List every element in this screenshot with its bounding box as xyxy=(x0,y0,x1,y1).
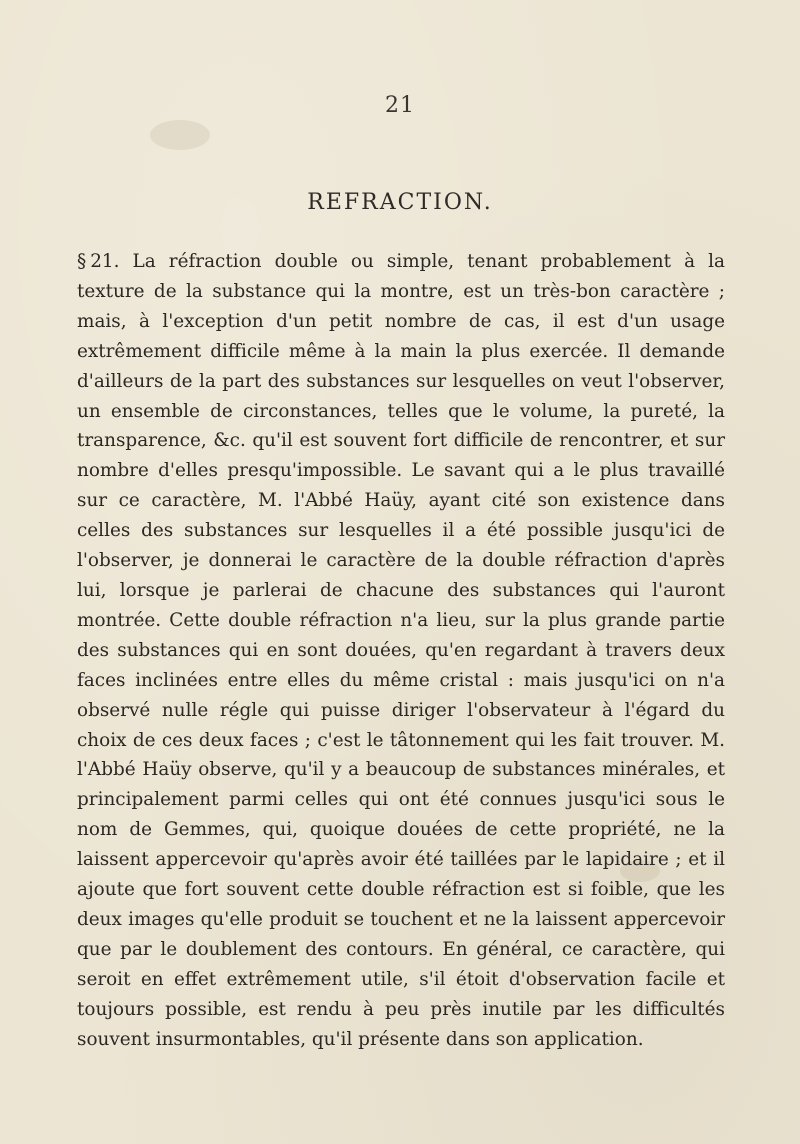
section-symbol: § xyxy=(77,251,87,272)
paper-stain xyxy=(150,120,210,150)
paragraph xyxy=(77,247,725,1054)
page-number: 21 xyxy=(385,93,415,118)
body-text xyxy=(77,247,725,1054)
section-title: REFRACTION. xyxy=(307,190,493,215)
paragraph-text: La réfraction double ou simple, tenant probablement à la texture de la substance qui la montre, est un très-bon caractère ; mais, à l'exception d'un petit nombre de cas, il est d'un usage extrêmement difficile même à la main la plus exercée. Il demande d'ailleurs de la part des substances sur lesquelles on veut l'observer, un ensemble de circonstances, telles que le volume, la pureté, la transparence, &c. qu'il est souvent fort difficile de rencontrer, et sur nombre d'elles presqu'impossible. Le savant qui a le plus travaillé sur ce caractère, M. l'Abbé Haüy, ayant cité son existence dans celles des substances sur lesquelles il a été possible jusqu'ici de l'observer, je donnerai le caractère de la double réfraction d'après lui, lorsque je parlerai de chacune des substances qui l'auront montrée. Cette double réfraction n'a lieu, sur la plus grande partie des substances qui en sont douées, qu'en regardant à travers deux faces inclinées entre elles du même cristal : mais jusqu'ici on n'a observé nulle régle qui puisse diriger l'observateur à l'égard du choix de ces deux faces ; c'est le tâtonnement qui les fait trouver. M. l'Abbé Haüy observe, qu'il y a beaucoup de substances minérales, et principalement parmi celles qui ont été connues jusqu'ici sous le nom de Gemmes, qui, quoique douées de cette propriété, ne la laissent appercevoir qu'après avoir été taillées par le lapidaire ; et il ajoute que fort souvent cette double réfraction est si foible, que les deux images qu'elle produit se touchent et ne la laissent appercevoir que par le doublement des contours. En général, ce caractère, qui seroit en effet extrêmement utile, s'il étoit d'observation facile et toujours possible, est rendu à peu près inutile par les difficultés souvent insurmontables, qu'il présente dans son application. xyxy=(77,251,725,1050)
section-number: 21. xyxy=(90,251,120,272)
